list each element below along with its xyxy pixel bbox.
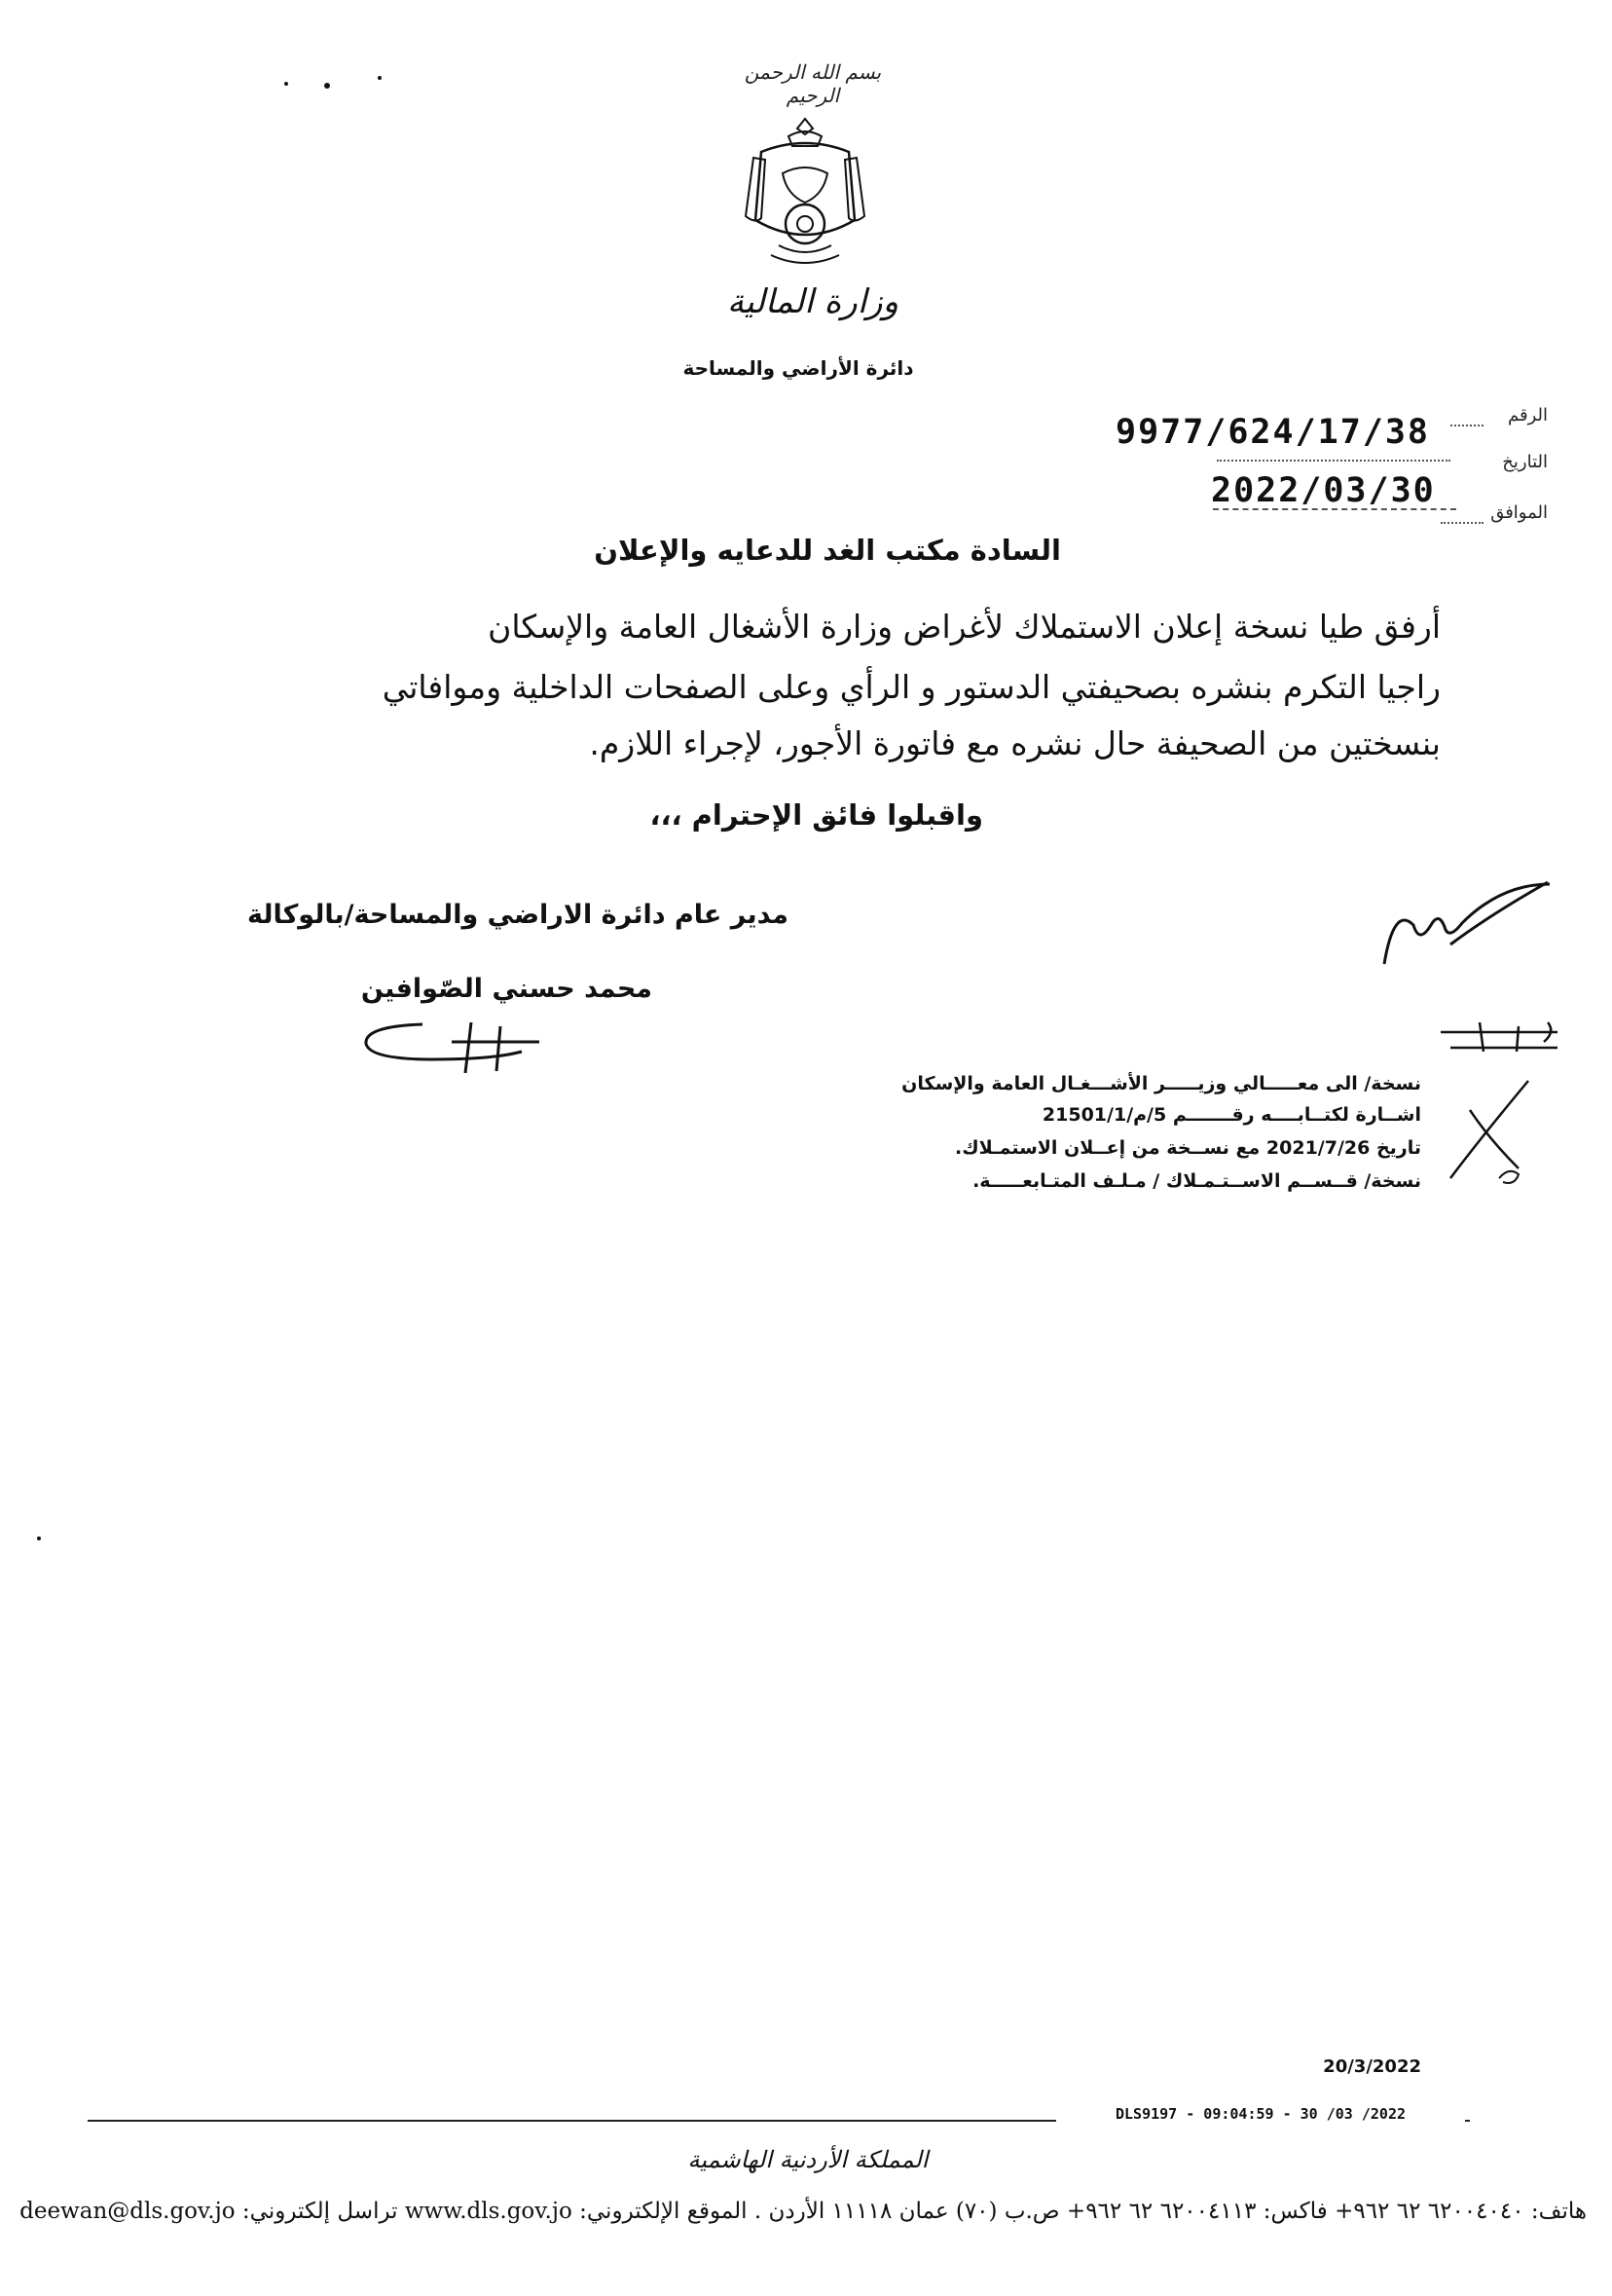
- ministry-name: وزارة المالية: [727, 282, 898, 321]
- reference-number-label: الرقم: [1507, 405, 1548, 426]
- letter-recipient: السادة مكتب الغد للدعايه والإعلان: [594, 534, 1061, 567]
- reference-number: 9977/624/17/38: [1116, 413, 1431, 452]
- signatory-name: محمد حسني الصّوافين: [360, 974, 652, 1004]
- reference-dots: [1441, 522, 1484, 524]
- reference-date: 2022/03/30: [1211, 471, 1436, 510]
- contact-info: هاتف: ٦٢٠٠٤٠٤٠ ٦٢ ٩٦٢+ فاكس: ٦٢٠٠٤١١٣ ٦٢ ٩٦٢+ ص.ب (٧٠) عمان ١١١١٨ الأردن . الموقع الإلكتروني: www.dls.gov.jo تراسل إلكتروني: deewan@dls.gov.jo: [19, 2199, 1587, 2224]
- draft-date: 20/3/2022: [1323, 2056, 1421, 2077]
- kingdom-name: المملكة الأردنية الهاشمية: [687, 2146, 929, 2173]
- document-code: DLS9197 - 09:04:59 - 30 /03 /2022: [1056, 2105, 1465, 2123]
- department-name: دائرة الأراضي والمساحة: [682, 356, 914, 380]
- reference-dots: [1217, 460, 1450, 462]
- basmala-header: بسم الله الرحمن الرحيم: [744, 60, 882, 107]
- handwritten-signature-main: [354, 1013, 559, 1079]
- reference-hijri-label: الموافق: [1490, 502, 1548, 523]
- copy-margin-mark: [1441, 1071, 1548, 1211]
- scan-speck: [378, 76, 382, 80]
- jordan-coat-of-arms-emblem: [732, 115, 878, 275]
- copy-line-reference: اشــارة لكتــابــــه رقـــــــم 5/م/21501/1: [1042, 1104, 1421, 1126]
- copy-line-department: نسخة/ قــســم الاســتـمـلاك / مـلـف المتـابعـــــة.: [972, 1170, 1421, 1192]
- scan-speck: [324, 83, 330, 89]
- body-line-3: بنسختين من الصحيفة حال نشره مع فاتورة الأجور، لإجراء اللازم.: [589, 724, 1441, 762]
- handwritten-initials-right: [1373, 876, 1557, 978]
- scan-speck: [284, 82, 288, 86]
- copy-stamp-mark: [1431, 1013, 1577, 1075]
- copy-line-date: تاريخ 2021/7/26 مع نســخة من إعــلان الاستمـلاك.: [955, 1137, 1421, 1159]
- body-line-2: راجيا التكرم بنشره بصحيفتي الدستور و الرأي وعلى الصفحات الداخلية وموافاتي: [382, 668, 1441, 706]
- scan-speck: [37, 1537, 41, 1540]
- body-line-1: أرفق طيا نسخة إعلان الاستملاك لأغراض وزارة الأشغال العامة والإسكان: [488, 608, 1441, 646]
- signatory-title: مدير عام دائرة الاراضي والمساحة/بالوكالة: [246, 900, 788, 930]
- letter-closing: واقبلوا فائق الإحترام ،،،: [649, 798, 983, 832]
- reference-dots: [1450, 425, 1484, 426]
- copy-line-minister: نسخة/ الى معـــــالي وزيـــــر الأشـــغـال العامة والإسكان: [901, 1073, 1421, 1094]
- reference-date-label: التاريخ: [1502, 452, 1548, 472]
